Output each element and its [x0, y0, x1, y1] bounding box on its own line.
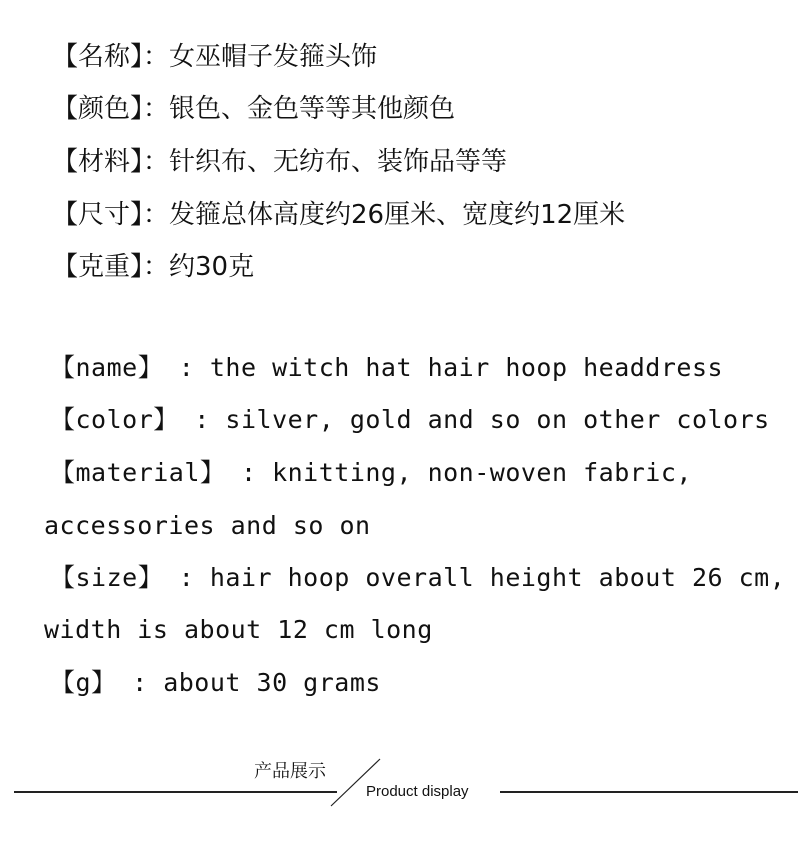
spec-weight-cn: 【克重】：约30克: [52, 252, 255, 282]
product-display-title-en: Product display: [366, 783, 469, 800]
spec-color-cn: 【颜色】：银色、金色等等其他颜色: [52, 94, 456, 124]
spec-color-en: 【color】 : silver, gold and so on other colors: [50, 405, 770, 434]
spec-material-en-continued: accessories and so on: [44, 511, 371, 540]
divider-line-left: [14, 791, 337, 793]
product-display-title-cn: 产品展示: [254, 761, 326, 782]
spec-weight-en: 【g】 : about 30 grams: [50, 668, 381, 697]
spec-name-cn: 【名称】：女巫帽子发箍头饰: [52, 42, 378, 72]
spec-name-en: 【name】 : the witch hat hair hoop headdress: [50, 353, 724, 382]
divider-line-right: [500, 791, 798, 793]
spec-material-cn: 【材料】：针织布、无纺布、装饰品等等: [52, 147, 508, 177]
spec-material-en: 【material】 : knitting, non-woven fabric,: [50, 458, 692, 487]
spec-size-en: 【size】 : hair hoop overall height about 26 cm,: [50, 563, 786, 592]
spec-size-en-continued: width is about 12 cm long: [44, 615, 433, 644]
spec-size-cn: 【尺寸】：发箍总体高度约26厘米、宽度约12厘米: [52, 200, 626, 230]
